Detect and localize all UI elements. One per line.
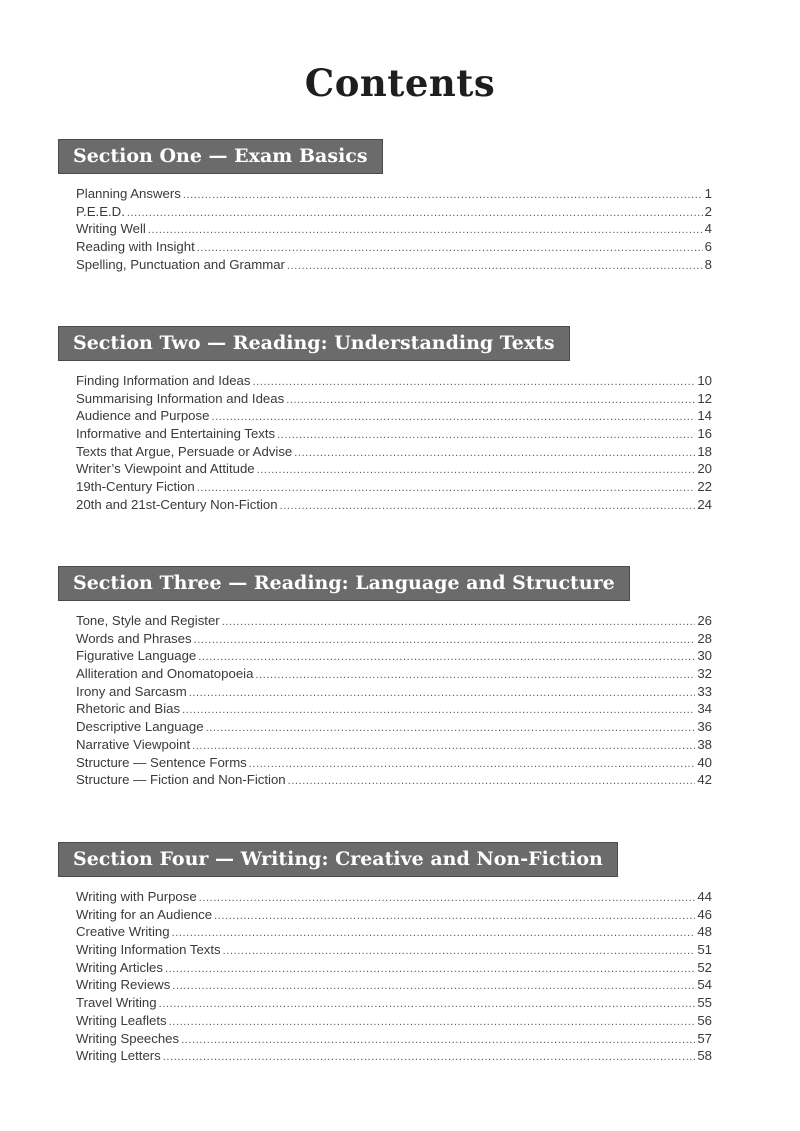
toc-entry-page: 57 (697, 1030, 712, 1046)
section-header: Section Two — Reading: Understanding Texts (58, 326, 570, 361)
dot-leader (169, 1014, 696, 1032)
toc-entry-title: Writing for an Audience (76, 906, 213, 922)
toc-entry[interactable] (76, 976, 712, 994)
toc-entry-title: Writing Information Texts (76, 942, 221, 958)
toc-entry-title: Finding Information and Ideas (76, 373, 251, 388)
toc-entry[interactable] (76, 1030, 712, 1048)
dot-leader (148, 222, 703, 240)
dot-leader (159, 996, 696, 1014)
toc-list (76, 888, 712, 1065)
toc-list (76, 185, 712, 273)
dot-leader (277, 427, 695, 445)
toc-entry[interactable] (76, 407, 712, 425)
toc-entry-page: 48 (697, 924, 712, 940)
toc-list (76, 612, 712, 789)
dot-leader (286, 392, 695, 410)
toc-entry[interactable] (76, 754, 712, 772)
toc-entry[interactable] (76, 923, 712, 941)
toc-entry[interactable] (76, 372, 712, 390)
toc-entry-page: 4 (704, 221, 712, 237)
dot-leader (206, 720, 696, 738)
section-header: Section One — Exam Basics (58, 139, 383, 174)
toc-entry-page: 54 (697, 977, 712, 993)
dot-leader (214, 908, 695, 926)
toc-entry-title: Writing with Purpose (76, 889, 197, 904)
dot-leader (181, 1032, 695, 1050)
toc-entry[interactable] (76, 220, 712, 238)
toc-entry[interactable] (76, 1047, 712, 1065)
toc-entry-page: 24 (697, 496, 712, 512)
toc-entry[interactable] (76, 390, 712, 408)
toc-entry-title: Rhetoric and Bias (76, 701, 181, 717)
toc-entry-title: Irony and Sarcasm (76, 683, 187, 699)
dot-leader (199, 890, 696, 908)
toc-entry-title: Tone, Style and Register (76, 613, 220, 628)
dot-leader (182, 702, 695, 720)
toc-entry-page: 12 (697, 390, 712, 406)
toc-entry-title: Creative Writing (76, 924, 170, 940)
toc-entry[interactable] (76, 665, 712, 683)
toc-entry-page: 16 (697, 426, 712, 442)
toc-entry-page: 58 (697, 1048, 712, 1064)
dot-leader (294, 445, 695, 463)
toc-entry-page: 52 (697, 959, 712, 975)
toc-entry-page: 14 (697, 408, 712, 424)
page-title: Contents (304, 60, 496, 105)
dot-leader (192, 738, 695, 756)
toc-entry[interactable] (76, 941, 712, 959)
toc-entry-page: 34 (697, 701, 712, 717)
toc-entry-title: Summarising Information and Ideas (76, 390, 285, 406)
toc-entry-title: Planning Answers (76, 186, 181, 201)
toc-entry-title: Structure — Fiction and Non-Fiction (76, 772, 286, 788)
toc-entry[interactable] (76, 888, 712, 906)
toc-entry-page: 40 (697, 754, 712, 770)
dot-leader (280, 498, 696, 516)
toc-entry-page: 6 (704, 239, 712, 255)
toc-entry-title: Informative and Entertaining Texts (76, 426, 276, 442)
toc-entry-title: Audience and Purpose (76, 408, 210, 424)
dot-leader (163, 1049, 696, 1067)
toc-entry-page: 33 (697, 683, 712, 699)
toc-entry-page: 30 (697, 648, 712, 664)
toc-entry-page: 8 (704, 256, 712, 272)
toc-entry-title: Narrative Viewpoint (76, 736, 191, 752)
toc-entry-title: Alliteration and Onomatopoeia (76, 666, 254, 682)
toc-entry[interactable] (76, 683, 712, 701)
dot-leader (198, 649, 695, 667)
dot-leader (222, 614, 696, 632)
toc-entry-page: 26 (697, 613, 712, 628)
toc-entry-title: P.E.E.D. (76, 203, 125, 219)
toc-entry[interactable] (76, 256, 712, 274)
toc-entry[interactable] (76, 959, 712, 977)
toc-entry-page: 2 (704, 203, 712, 219)
toc-entry-title: Figurative Language (76, 648, 197, 664)
toc-entry-title: Writing Well (76, 221, 146, 237)
toc-entry-page: 51 (697, 942, 712, 958)
dot-leader (172, 978, 695, 996)
dot-leader (194, 632, 696, 650)
toc-entry-title: 19th-Century Fiction (76, 479, 195, 495)
toc-entry[interactable] (76, 443, 712, 461)
toc-entry-page: 28 (697, 630, 712, 646)
toc-entry-title: Spelling, Punctuation and Grammar (76, 256, 285, 272)
dot-leader (172, 925, 696, 943)
toc-entry[interactable] (76, 1012, 712, 1030)
toc-entry[interactable] (76, 203, 712, 221)
dot-leader (223, 943, 696, 961)
toc-entry-title: 20th and 21st-Century Non-Fiction (76, 496, 278, 512)
toc-entry-title: Writing Leaflets (76, 1012, 167, 1028)
dot-leader (249, 756, 696, 774)
toc-entry[interactable] (76, 238, 712, 256)
toc-entry[interactable] (76, 994, 712, 1012)
toc-entry-title: Writing Articles (76, 959, 163, 975)
toc-entry[interactable] (76, 478, 712, 496)
toc-entry[interactable] (76, 630, 712, 648)
toc-entry-page: 55 (697, 995, 712, 1011)
toc-entry[interactable] (76, 771, 712, 789)
toc-entry[interactable] (76, 496, 712, 514)
section-header: Section Three — Reading: Language and Structure (58, 566, 630, 601)
dot-leader (211, 409, 695, 427)
toc-list (76, 372, 712, 514)
toc-entry[interactable] (76, 647, 712, 665)
toc-entry-title: Words and Phrases (76, 630, 192, 646)
toc-entry[interactable] (76, 718, 712, 736)
toc-entry-title: Texts that Argue, Persuade or Advise (76, 443, 293, 459)
toc-entry-title: Writing Speeches (76, 1030, 180, 1046)
section-header: Section Four — Writing: Creative and Non-Fiction (58, 842, 618, 877)
dot-leader (127, 205, 703, 223)
toc-entry[interactable] (76, 736, 712, 754)
toc-entry-page: 56 (697, 1012, 712, 1028)
dot-leader (257, 462, 696, 480)
dot-leader (165, 961, 695, 979)
toc-entry-page: 18 (697, 443, 712, 459)
toc-entry[interactable] (76, 460, 712, 478)
toc-entry-page: 42 (697, 772, 712, 788)
dot-leader (189, 685, 696, 703)
toc-entry-title: Writing Reviews (76, 977, 171, 993)
toc-entry-page: 1 (704, 186, 712, 201)
toc-entry-page: 44 (697, 889, 712, 904)
toc-entry-title: Descriptive Language (76, 719, 204, 735)
toc-entry[interactable] (76, 612, 712, 630)
toc-entry-title: Writing Letters (76, 1048, 161, 1064)
toc-entry-page: 36 (697, 719, 712, 735)
toc-entry[interactable] (76, 185, 712, 203)
toc-entry[interactable] (76, 700, 712, 718)
dot-leader (287, 258, 703, 276)
toc-entry-page: 38 (697, 736, 712, 752)
toc-entry[interactable] (76, 425, 712, 443)
toc-entry-page: 20 (697, 461, 712, 477)
toc-entry[interactable] (76, 906, 712, 924)
dot-leader (183, 187, 703, 205)
toc-entry-page: 10 (697, 373, 712, 388)
toc-entry-title: Structure — Sentence Forms (76, 754, 247, 770)
dot-leader (255, 667, 695, 685)
dot-leader (252, 374, 695, 392)
dot-leader (288, 773, 696, 791)
toc-entry-title: Reading with Insight (76, 239, 195, 255)
toc-entry-page: 32 (697, 666, 712, 682)
toc-entry-title: Travel Writing (76, 995, 157, 1011)
toc-entry-page: 46 (697, 906, 712, 922)
toc-entry-page: 22 (697, 479, 712, 495)
toc-entry-title: Writer’s Viewpoint and Attitude (76, 461, 255, 477)
